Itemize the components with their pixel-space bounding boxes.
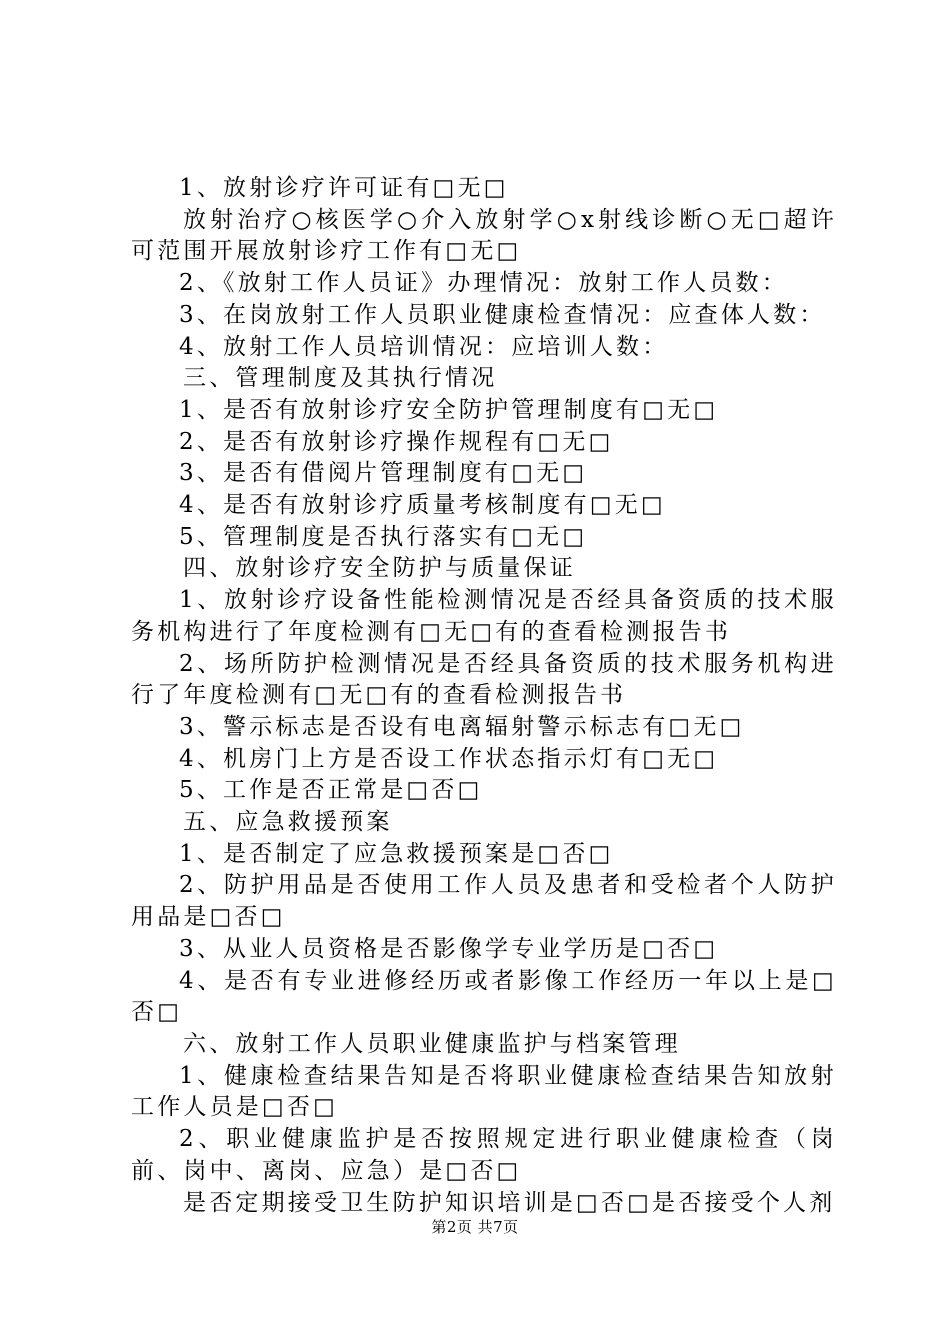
section-heading: 五、应急救援预案: [183, 809, 393, 836]
paragraph: 2、是否有放射诊疗操作规程有□无□: [179, 428, 614, 455]
paragraph: 3、在岗放射工作人员职业健康检查情况：应查体人数：: [179, 301, 826, 328]
paragraph: 3、警示标志是否设有电离辐射警示标志有□无□: [179, 713, 745, 740]
section-heading: 六、放射工作人员职业健康监护与档案管理: [183, 1030, 681, 1057]
page-number: 第2页: [431, 1218, 473, 1236]
paragraph: 3、是否有借阅片管理制度有□无□: [179, 460, 588, 487]
paragraph: 2、防护用品是否使用工作人员及患者和受检者个人防护用品是□否□: [131, 872, 837, 931]
paragraph: 2、职业健康监护是否按照规定进行职业健康检查（岗前、岗中、离岗、应急）是□否□: [131, 1126, 837, 1184]
section-heading: 四、放射诊疗安全防护与质量保证: [183, 555, 576, 582]
paragraph: 4、机房门上方是否设工作状态指示灯有□无□: [179, 745, 719, 772]
paragraph: 3、从业人员资格是否影像学专业学历是□否□: [179, 935, 719, 962]
paragraph: 放射治疗○核医学○介入放射学○x射线诊断○无□超许可范围开展放射诊疗工作有□无□: [131, 206, 837, 265]
section-heading: 三、管理制度及其执行情况: [183, 365, 498, 392]
paragraph: 1、放射诊疗设备性能检测情况是否经具备资质的技术服务机构进行了年度检测有□无□有的查看检测报告书: [131, 587, 837, 645]
paragraph: 5、管理制度是否执行落实有□无□: [179, 523, 588, 550]
paragraph: 4、是否有放射诊疗质量考核制度有□无□: [179, 492, 666, 519]
page-total: 共7页: [477, 1218, 519, 1236]
paragraph: 4、放射工作人员培训情况：应培训人数：: [179, 333, 669, 360]
paragraph: 1、放射诊疗许可证有□无□: [179, 175, 509, 201]
paragraph: 1、是否有放射诊疗安全防护管理制度有□无□: [179, 396, 719, 423]
paragraph: 1、是否制定了应急救援预案是□否□: [179, 840, 614, 867]
paragraph: 是否定期接受卫生防护知识培训是□否□是否接受个人剂: [183, 1189, 836, 1216]
paragraph: 2、场所防护检测情况是否经具备资质的技术服务机构进行了年度检测有□无□有的查看检测报告书: [131, 650, 837, 709]
document-body: [131, 173, 837, 1219]
paragraph: 4、是否有专业进修经历或者影像工作经历一年以上是□否□: [131, 967, 837, 1026]
page-footer: [0, 1216, 950, 1237]
paragraph: 1、健康检查结果告知是否将职业健康检查结果告知放射工作人员是□否□: [131, 1062, 837, 1121]
paragraph: 5、工作是否正常是□否□: [179, 777, 483, 804]
paragraph: 2、《放射工作人员证》办理情况：放射工作人员数：: [179, 270, 788, 297]
